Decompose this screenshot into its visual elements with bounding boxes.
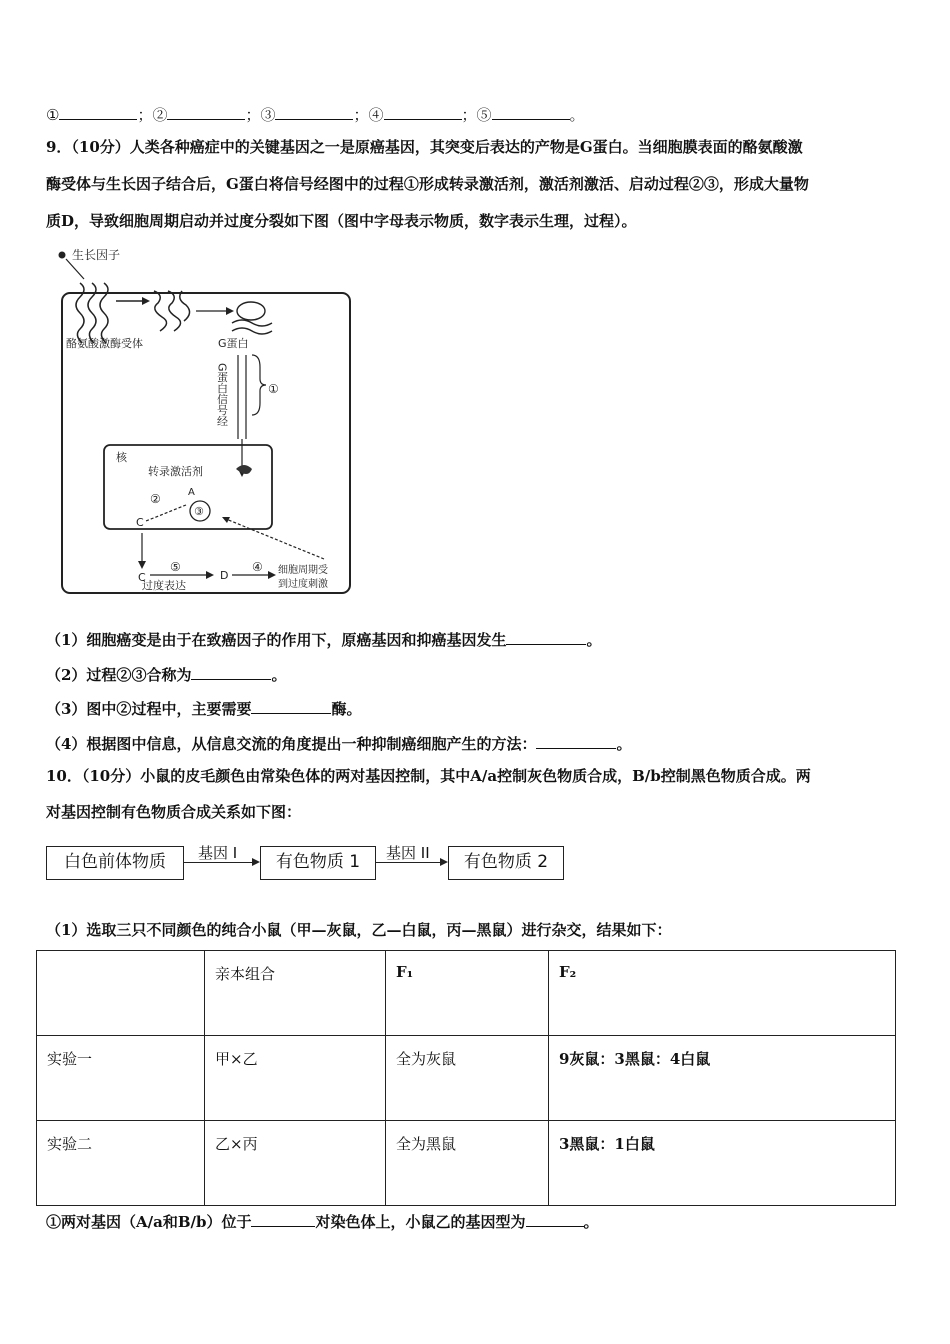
answer-blank-4[interactable] [384,103,462,120]
table-header-cell: 亲本组合 [205,951,386,1036]
blank-label-3: ；③ [245,106,276,124]
table-cell: 全为黑鼠 [386,1121,549,1206]
answer-blank-3[interactable] [275,103,353,120]
cross-results-table [36,950,896,1206]
blank-label-5: ；⑤ [461,106,492,124]
result-label-1: 细胞周期受 [278,565,328,576]
overexpress-label: 过度表达 [142,579,186,592]
pigment1-box: 有色物质 1 [260,846,376,880]
step2-label: ② [150,492,161,506]
period: 。 [569,106,585,124]
activator-shape [236,465,252,474]
white-precursor-box: 白色前体物质 [46,846,184,880]
q10-sub1: （1）选取三只不同颜色的纯合小鼠（甲—灰鼠，乙—白鼠，丙—黑鼠）进行杂交，结果如下： [46,921,672,939]
gene1-label: 基因 I [198,844,238,862]
blank-label-2: ；② [137,106,168,124]
answer-blank-q10-1[interactable] [251,1210,315,1227]
blank-label-4: ；④ [353,106,384,124]
answer-blank-q9-4[interactable] [536,732,616,749]
table-header-cell: F₂ [549,951,896,1036]
gene2-label: 基因 II [386,844,430,862]
q8-answer-line [46,103,585,125]
blank-label-1: ① [46,106,60,124]
answer-blank-q9-1[interactable] [506,628,586,645]
table-cell: 全为灰鼠 [386,1036,549,1121]
table-cell: 9灰鼠：3黑鼠：4白鼠 [549,1036,896,1121]
answer-blank-2[interactable] [167,103,245,120]
label-c: C [136,516,144,529]
q9-sub3: （3）图中②过程中，主要需要 酶。 [46,697,361,719]
receptor-arrowhead [142,297,150,305]
step1-brace [252,355,266,415]
table-header-cell [37,951,205,1036]
table-cell: 乙×丙 [205,1121,386,1206]
table-cell: 3黑鼠：1白鼠 [549,1121,896,1206]
q9-stem-line-1: 9．（10分）人类各种癌症中的关键基因之一是原癌基因，其突变后表达的产物是G蛋白。当细胞膜表面的酪氨酸激 [46,138,803,156]
step5-label: ⑤ [170,560,181,574]
table-cell: 实验二 [37,1121,205,1206]
signaling-diagram [46,243,376,605]
table-cell: 实验一 [37,1036,205,1121]
q10-stem-line-2: 对基因控制有色物质合成关系如下图： [46,803,302,821]
cascade-label: G蛋白信号经 [215,363,229,427]
answer-blank-5[interactable] [492,103,570,120]
answer-blank-q9-3[interactable] [251,697,331,714]
feedback-dashed-arrow [226,519,324,559]
g-protein-label: G蛋白 [218,337,249,350]
answer-blank-q9-2[interactable] [191,663,271,680]
result-label-2: 到过度刺激 [278,579,328,590]
q9-sub4: （4）根据图中信息，从信息交流的角度提出一种抑制癌细胞产生的方法： 。 [46,732,631,754]
table-row [37,1121,896,1206]
q10-q1: ①两对基因（A/a和B/b）位于 对染色体上，小鼠乙的基因型为 。 [46,1210,599,1232]
step3-label: ③ [194,505,204,518]
label-a: A [188,487,195,498]
g-protein-shape [232,302,272,334]
growth-factor-arrow [66,259,84,279]
table-header-row [37,951,896,1036]
q9-stem-line-2: 酶受体与生长因子结合后，G蛋白将信号经图中的过程①形成转录激活剂，激活剂激活、启动过程②③，形成大量物 [46,175,809,193]
q10-stem-line-1: 10．（10分）小鼠的皮毛颜色由常染色体的两对基因控制，其中A/a控制灰色物质合成，B/b控制黑色物质合成。两 [46,767,811,785]
table-cell: 甲×乙 [205,1036,386,1121]
activator-label: 转录激活剂 [148,465,203,478]
pigment-pathway-diagram [46,838,576,888]
q9-sub1: （1）细胞癌变是由于在致癌因子的作用下，原癌基因和抑癌基因发生 。 [46,628,601,650]
growth-factor-dot [59,252,66,259]
label-c2: C [138,571,146,584]
label-d: D [220,569,229,582]
q9-sub2: （2）过程②③合称为 。 [46,663,286,685]
answer-blank-1[interactable] [59,103,137,120]
pigment2-box: 有色物质 2 [448,846,564,880]
receptor-label: 酪氨酸激酶受体 [66,337,143,350]
answer-blank-q10-2[interactable] [526,1210,584,1227]
q9-stem-line-3: 质D，导致细胞周期启动并过度分裂如下图（图中字母表示物质，数字表示生理，过程）。 [46,212,637,230]
nucleus-label: 核 [116,451,127,464]
table-header-cell: F₁ [386,951,549,1036]
step4-label: ④ [252,560,263,574]
receptor-right [154,291,190,331]
growth-factor-label: 生长因子 [72,248,121,262]
step1-label: ① [268,382,279,396]
table-row [37,1036,896,1121]
